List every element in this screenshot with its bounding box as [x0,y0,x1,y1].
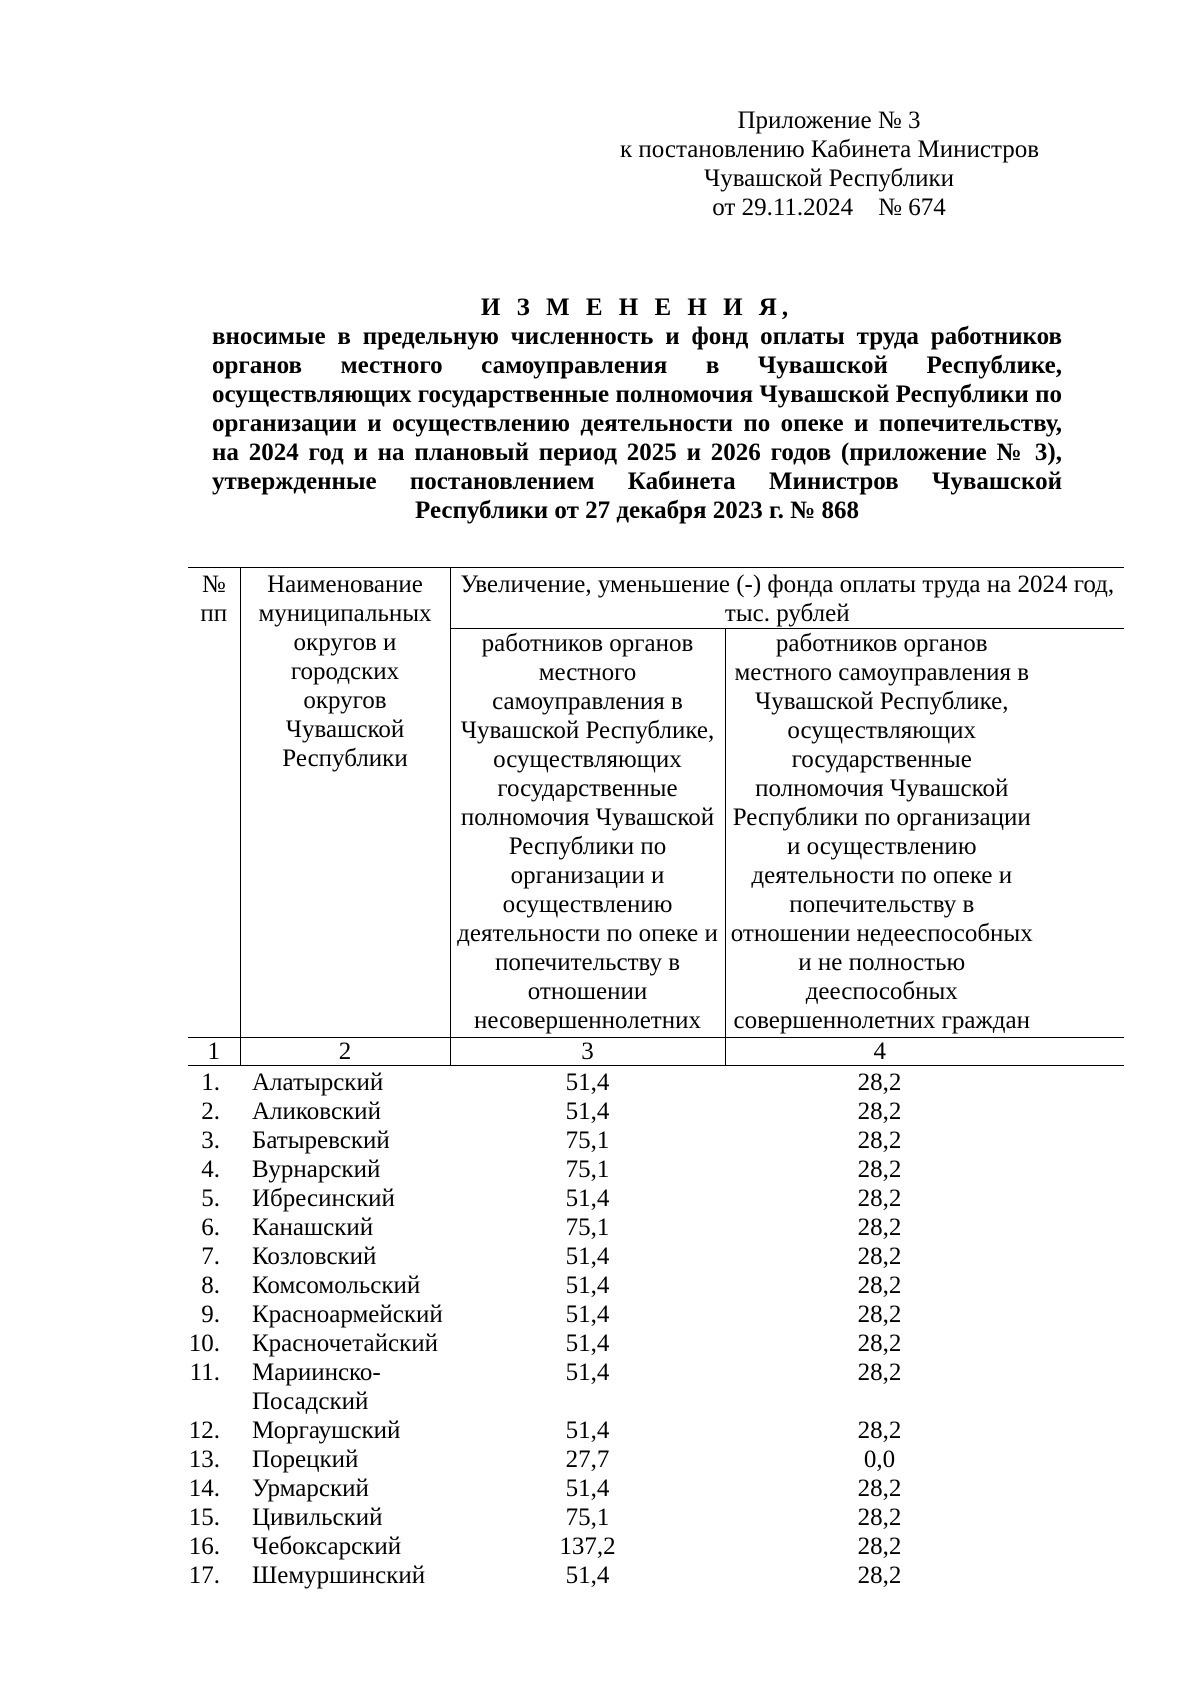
adults-value: 28,2 [857,1156,902,1183]
table-row [188,1416,1124,1445]
minors-value: 51,4 [565,1185,610,1212]
table-row [188,1532,1124,1561]
minors-value: 51,4 [565,1475,610,1502]
row-number: 12. [188,1417,220,1444]
row-number: 15. [188,1504,220,1531]
table-row [188,1445,1124,1474]
table-row [188,1126,1124,1155]
adults-value: 28,2 [857,1098,902,1125]
row-number: 6. [201,1214,220,1241]
district-name: Порецкий [252,1446,359,1473]
adults-value: 28,2 [857,1069,902,1096]
minors-value: 51,4 [565,1098,610,1125]
adults-value: 0,0 [863,1446,896,1473]
table-row [188,1474,1124,1503]
appendix-resolution: к постановлению Кабинета Министров [620,136,1040,163]
header-number: № пп [188,568,240,1038]
district-name: Моргаушский [252,1417,401,1444]
district-name: Козловский [252,1243,377,1270]
table-row [188,1503,1124,1532]
row-number: 14. [188,1475,220,1502]
row-number: 8. [201,1272,220,1299]
row-number: 9. [201,1301,220,1328]
row-number: 10. [188,1330,220,1357]
minors-value: 27,7 [565,1446,610,1473]
row-number: 16. [188,1533,220,1560]
document-heading [212,293,1062,525]
table-row [188,1271,1124,1300]
district-name: Красночетайский [252,1330,438,1357]
column-number: 3 [450,1038,725,1066]
district-name: Шемуршинский [252,1562,426,1589]
district-name: Цивильский [252,1504,383,1531]
minors-value: 51,4 [565,1330,610,1357]
row-number: 4. [201,1156,220,1183]
document-subtitle: вносимые в предельную численность и фонд оплаты труда работников органов местного самоуправления в Чувашской Республике, осуществляющих государственные полномочия Чувашской Республики по организации и осуществлению деятельности по опеке и попечительству, на 2024 год и на плановый период 2025 и 2026 годов (приложение № 3), утвержденные постановлением Кабинета Министров Чувашской Республики от 27 декабря 2023 г. № 868 [212,323,1062,524]
row-number: 11. [189,1359,220,1386]
district-name: Алатырский [252,1069,384,1096]
adults-value: 28,2 [857,1359,902,1386]
appendix-republic: Чувашской Республики [703,165,955,192]
minors-value: 51,4 [565,1562,610,1589]
appendix-date: от 29.11.2024 № 674 [712,194,946,221]
table-row [188,1242,1124,1271]
adults-value: 28,2 [857,1330,902,1357]
table-row [188,1155,1124,1184]
district-name: Канашский [252,1214,374,1241]
table-row [188,1329,1124,1358]
header-adults: работников органов местного самоуправления в Чувашской Республике, осуществляющих государственные полномочия Чувашской Республики по организации и осуществлению деятельности по опеке и попечительству в отношении недееспособных и не полностью дееспособных совершеннолетних граждан [725,629,1124,1038]
table-row [188,1561,1124,1590]
minors-value: 75,1 [565,1214,610,1241]
table-row [188,1358,1124,1416]
row-number: 2. [201,1098,220,1125]
table-row [188,1213,1124,1242]
appendix-block [620,106,1038,222]
district-name: Аликовский [252,1098,381,1125]
minors-value: 137,2 [559,1533,616,1560]
adults-value: 28,2 [857,1533,902,1560]
adults-value: 28,2 [857,1272,902,1299]
document-title: И З М Е Н Е Н И Я, [480,294,794,321]
row-number: 1. [201,1069,220,1096]
district-name: Батыревский [252,1127,390,1154]
district-name: Красноармейский [252,1301,443,1328]
column-number: 4 [725,1038,1124,1066]
row-number: 5. [201,1185,220,1212]
district-name: Чебоксарский [252,1533,402,1560]
district-name: Вурнарский [252,1156,381,1183]
minors-value: 75,1 [565,1156,610,1183]
row-number: 7. [201,1243,220,1270]
minors-value: 75,1 [565,1127,610,1154]
minors-value: 75,1 [565,1504,610,1531]
row-number: 3. [201,1127,220,1154]
minors-value: 51,4 [565,1301,610,1328]
district-name: Урмарский [252,1475,369,1502]
minors-value: 51,4 [565,1359,610,1386]
adults-value: 28,2 [857,1475,902,1502]
minors-value: 51,4 [565,1243,610,1270]
row-number: 17. [188,1562,220,1589]
column-numbers-row [188,1038,1124,1066]
district-name: Комсомольский [252,1272,421,1299]
adults-value: 28,2 [857,1214,902,1241]
header-name: Наименование муниципальных округов и городских округов Чувашской Республики [240,568,450,1038]
adults-value: 28,2 [857,1562,902,1589]
table-row [188,1066,1124,1098]
header-payroll-change: Увеличение, уменьшение (-) фонда оплаты труда на 2024 год, тыс. рублей [450,568,1124,629]
changes-table [188,567,1124,1590]
minors-value: 51,4 [565,1272,610,1299]
table-row [188,1184,1124,1213]
minors-value: 51,4 [565,1417,610,1444]
row-number: 13. [188,1446,220,1473]
adults-value: 28,2 [857,1417,902,1444]
district-name: Ибресинский [252,1185,395,1212]
adults-value: 28,2 [857,1243,902,1270]
table-row [188,1300,1124,1329]
adults-value: 28,2 [857,1185,902,1212]
table-row [188,1097,1124,1126]
adults-value: 28,2 [857,1301,902,1328]
column-number: 1 [188,1038,240,1066]
header-minors: работников органов местного самоуправления в Чувашской Республике, осуществляющих государственные полномочия Чувашской Республики по организации и осуществлению деятельности по опеке и попечительству в отношении несовершеннолетних [450,629,725,1038]
column-number: 2 [240,1038,450,1066]
adults-value: 28,2 [857,1504,902,1531]
district-name: Мариинско-Посадский [252,1359,381,1415]
appendix-number: Приложение № 3 [737,107,921,134]
adults-value: 28,2 [857,1127,902,1154]
minors-value: 51,4 [565,1069,610,1096]
table-body [188,1066,1124,1591]
